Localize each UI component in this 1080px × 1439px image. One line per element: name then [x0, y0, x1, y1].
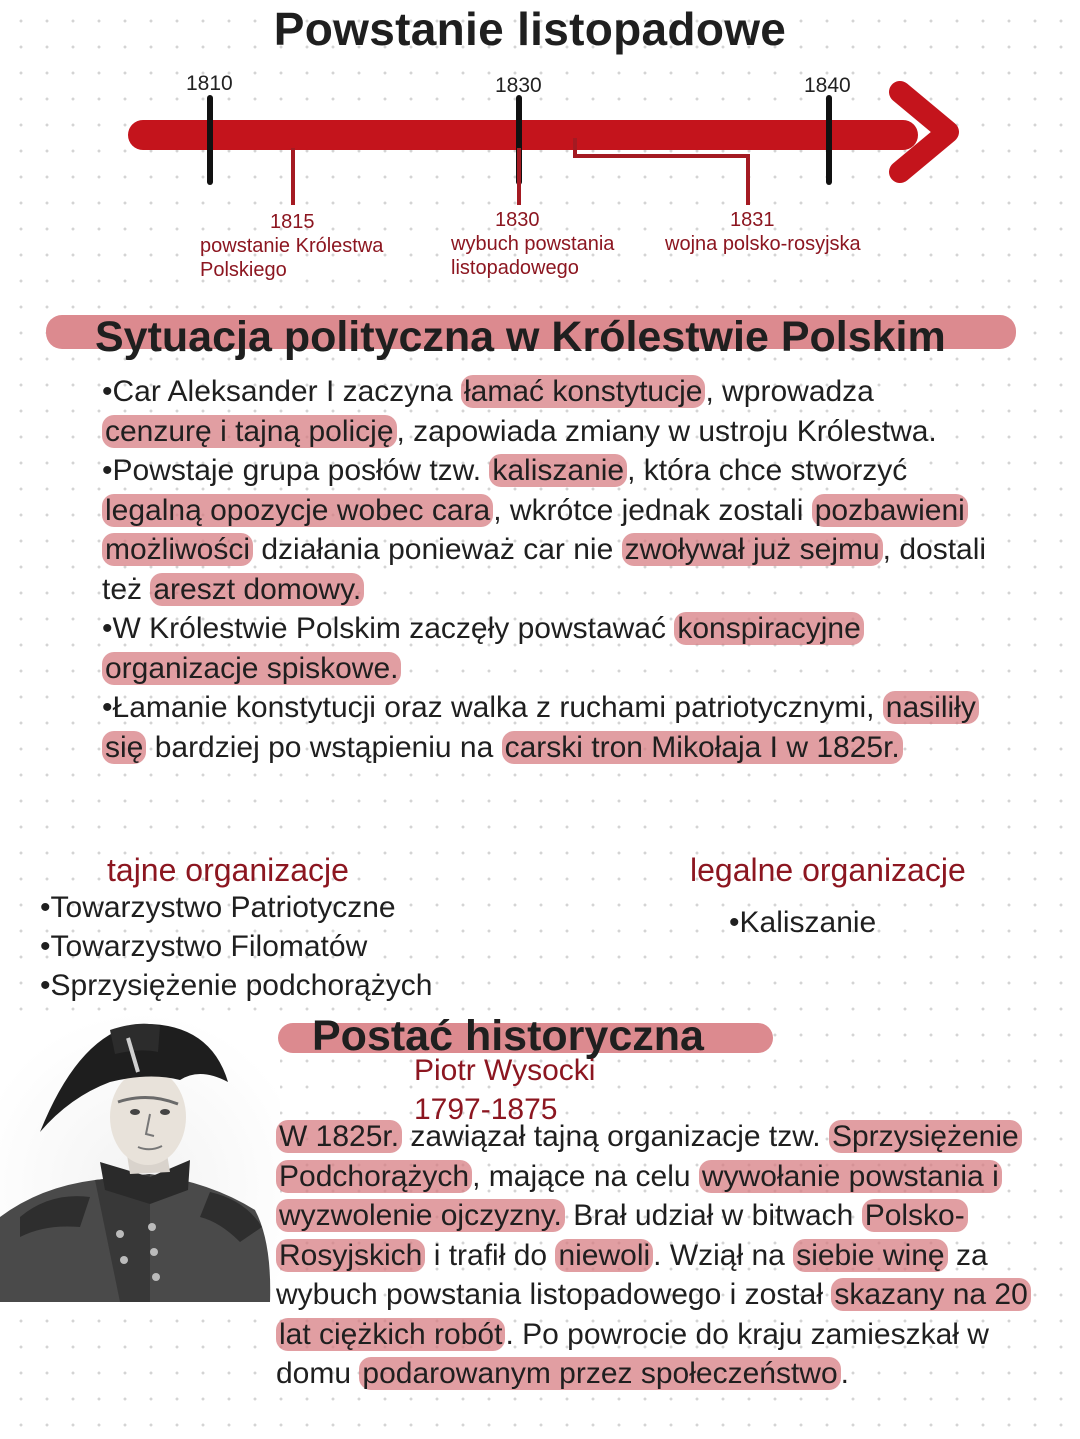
highlight: areszt domowy. — [150, 573, 364, 606]
text: •Car Aleksander I zaczyna — [102, 375, 462, 408]
text: za wybuch powstania listopadowego i został — [276, 1238, 988, 1311]
text: bardziej po wstąpieniu na — [146, 730, 502, 764]
axis-year-1830: 1830 — [495, 74, 542, 97]
paragraph-2 — [102, 451, 1002, 609]
section-heading-political: Sytuacja polityczna w Królestwie Polskim — [95, 313, 946, 361]
person-dates: 1797-1875 — [414, 1093, 558, 1126]
timeline-arrow — [128, 92, 948, 172]
axis-year-1840: 1840 — [804, 74, 851, 97]
event-1831 — [665, 208, 861, 256]
text: działania ponieważ car nie — [253, 533, 622, 566]
event-year: 1815 — [270, 211, 315, 233]
highlight: Sprzysiężenie Podchorążych — [276, 1120, 1022, 1193]
list-item: •Kaliszanie — [729, 906, 877, 939]
text: . Wziął na — [653, 1238, 794, 1272]
text: i trafił do — [425, 1238, 556, 1272]
highlight: cenzurę i tajną policję — [102, 415, 397, 448]
text: , wkrótce jednak zostali — [493, 493, 812, 527]
highlight: wywołanie powstania i wyzwolenie ojczyzny. — [276, 1160, 1002, 1233]
section-heading-historical-figure: Postać historyczna — [312, 1012, 704, 1060]
page-title: Powstanie listopadowe — [273, 3, 787, 55]
event-label-line2: Polskiego — [200, 259, 287, 281]
event-1830 — [451, 208, 614, 280]
text: , zapowiada zmiany w ustroju Królestwa. — [396, 414, 937, 448]
text: , dostali też — [102, 533, 987, 606]
legal-organizations-list — [729, 903, 876, 942]
event-label-line1: wybuch powstania — [451, 233, 615, 255]
highlight: nasiliły się — [102, 691, 979, 764]
highlight: podarowanym przez społeczeństwo — [359, 1357, 840, 1390]
highlight: kaliszanie — [489, 454, 627, 487]
text: •W Królestwie Polskim zaczęły powstawać — [102, 612, 675, 645]
highlight: siebie winę — [793, 1239, 947, 1272]
event-label-line1: powstanie Królestwa — [200, 235, 384, 257]
highlight: legalną opozycje wobec cara — [102, 494, 493, 527]
text: •Powstaje grupa posłów tzw. — [102, 454, 490, 487]
text: •Łamanie konstytucji oraz walka z ruchami patriotycznymi, — [102, 691, 883, 724]
text: zawiązał tajną organizacje tzw. — [402, 1120, 829, 1153]
political-situation-text — [102, 372, 1002, 767]
highlight: skazany na 20 lat ciężkich robót — [276, 1278, 1031, 1351]
list-item: •Towarzystwo Filomatów — [40, 930, 368, 963]
text: Brał udział w bitwach — [564, 1199, 862, 1232]
event-label-line1: wojna polsko-rosyjska — [665, 233, 861, 255]
list-item: •Towarzystwo Patriotyczne — [40, 891, 396, 924]
event-label-line2: listopadowego — [451, 257, 579, 279]
event-year: 1831 — [730, 209, 775, 231]
text: , która chce stworzyć — [627, 454, 908, 487]
paragraph-3 — [102, 609, 1002, 688]
secret-organizations-label: tajne organizacje — [107, 852, 349, 888]
portrait-image — [0, 1012, 280, 1302]
highlight: W 1825r. — [276, 1120, 402, 1153]
highlight: konspiracyjne organizacje spiskowe. — [102, 612, 864, 685]
paragraph-4 — [102, 688, 1002, 767]
legal-organizations-label: legalne organizacje — [690, 852, 966, 888]
text: , mające na celu — [472, 1159, 699, 1193]
highlight: pozbawieni możliwości — [102, 494, 968, 567]
highlight: Polsko-Rosyjskich — [276, 1199, 968, 1272]
axis-year-1810: 1810 — [186, 72, 233, 95]
text: . — [840, 1357, 849, 1390]
highlight: zwoływał już sejmu — [622, 533, 883, 566]
highlight: carski tron Mikołaja I w 1825r. — [502, 731, 903, 764]
paragraph-1 — [102, 372, 1002, 451]
biography-text — [276, 1117, 1051, 1394]
highlight: łamać konstytucje — [461, 375, 705, 408]
text: , wprowadza — [705, 375, 874, 408]
event-1815 — [200, 210, 383, 282]
highlight: niewoli — [555, 1239, 653, 1272]
list-item: •Sprzysiężenie podchorążych — [40, 969, 433, 1002]
secret-organizations-list — [40, 888, 432, 1005]
person-name: Piotr Wysocki — [414, 1054, 596, 1087]
event-year: 1830 — [495, 209, 540, 231]
text: . Po powrocie do kraju zamieszkał w domu — [276, 1317, 989, 1390]
